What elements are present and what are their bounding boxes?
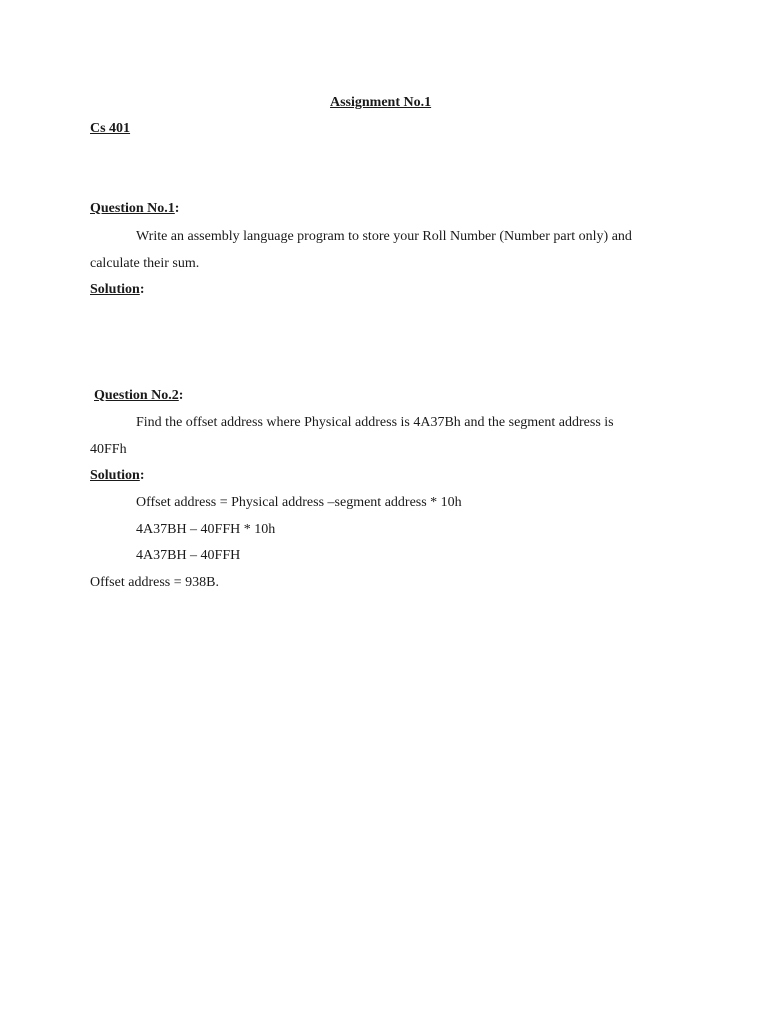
question-1-solution-label-line — [90, 281, 144, 299]
solution-step-3: 4A37BH – 40FFH — [136, 548, 241, 563]
question-1-solution-colon: : — [139, 282, 145, 297]
question-1-heading: Question No.1 — [90, 201, 175, 216]
question-2-solution-colon: : — [139, 468, 145, 483]
question-2-heading: Question No.2 — [94, 388, 179, 403]
question-2-solution-label-line — [90, 467, 144, 485]
question-2-solution-label: Solution — [90, 468, 140, 483]
question-1-solution-label: Solution — [90, 282, 140, 297]
solution-step-1: Offset address = Physical address –segment address * 10h — [136, 495, 462, 510]
solution-step-2: 4A37BH – 40FFH * 10h — [136, 522, 276, 537]
question-1-text-line-2: calculate their sum. — [90, 256, 200, 271]
question-1-colon: : — [174, 201, 180, 216]
question-2-colon: : — [178, 388, 184, 403]
question-2-text-line-2: 40FFh — [90, 442, 127, 457]
question-2-heading-line — [94, 387, 183, 405]
solution-result: Offset address = 938B. — [90, 575, 219, 590]
question-1-heading-line — [90, 200, 179, 218]
question-1-text-line-1: Write an assembly language program to store your Roll Number (Number part only) and — [136, 229, 632, 244]
assignment-title: Assignment No.1 — [330, 95, 432, 110]
course-code: Cs 401 — [90, 121, 131, 136]
question-2-text-line-1: Find the offset address where Physical address is 4A37Bh and the segment address is — [136, 415, 614, 430]
